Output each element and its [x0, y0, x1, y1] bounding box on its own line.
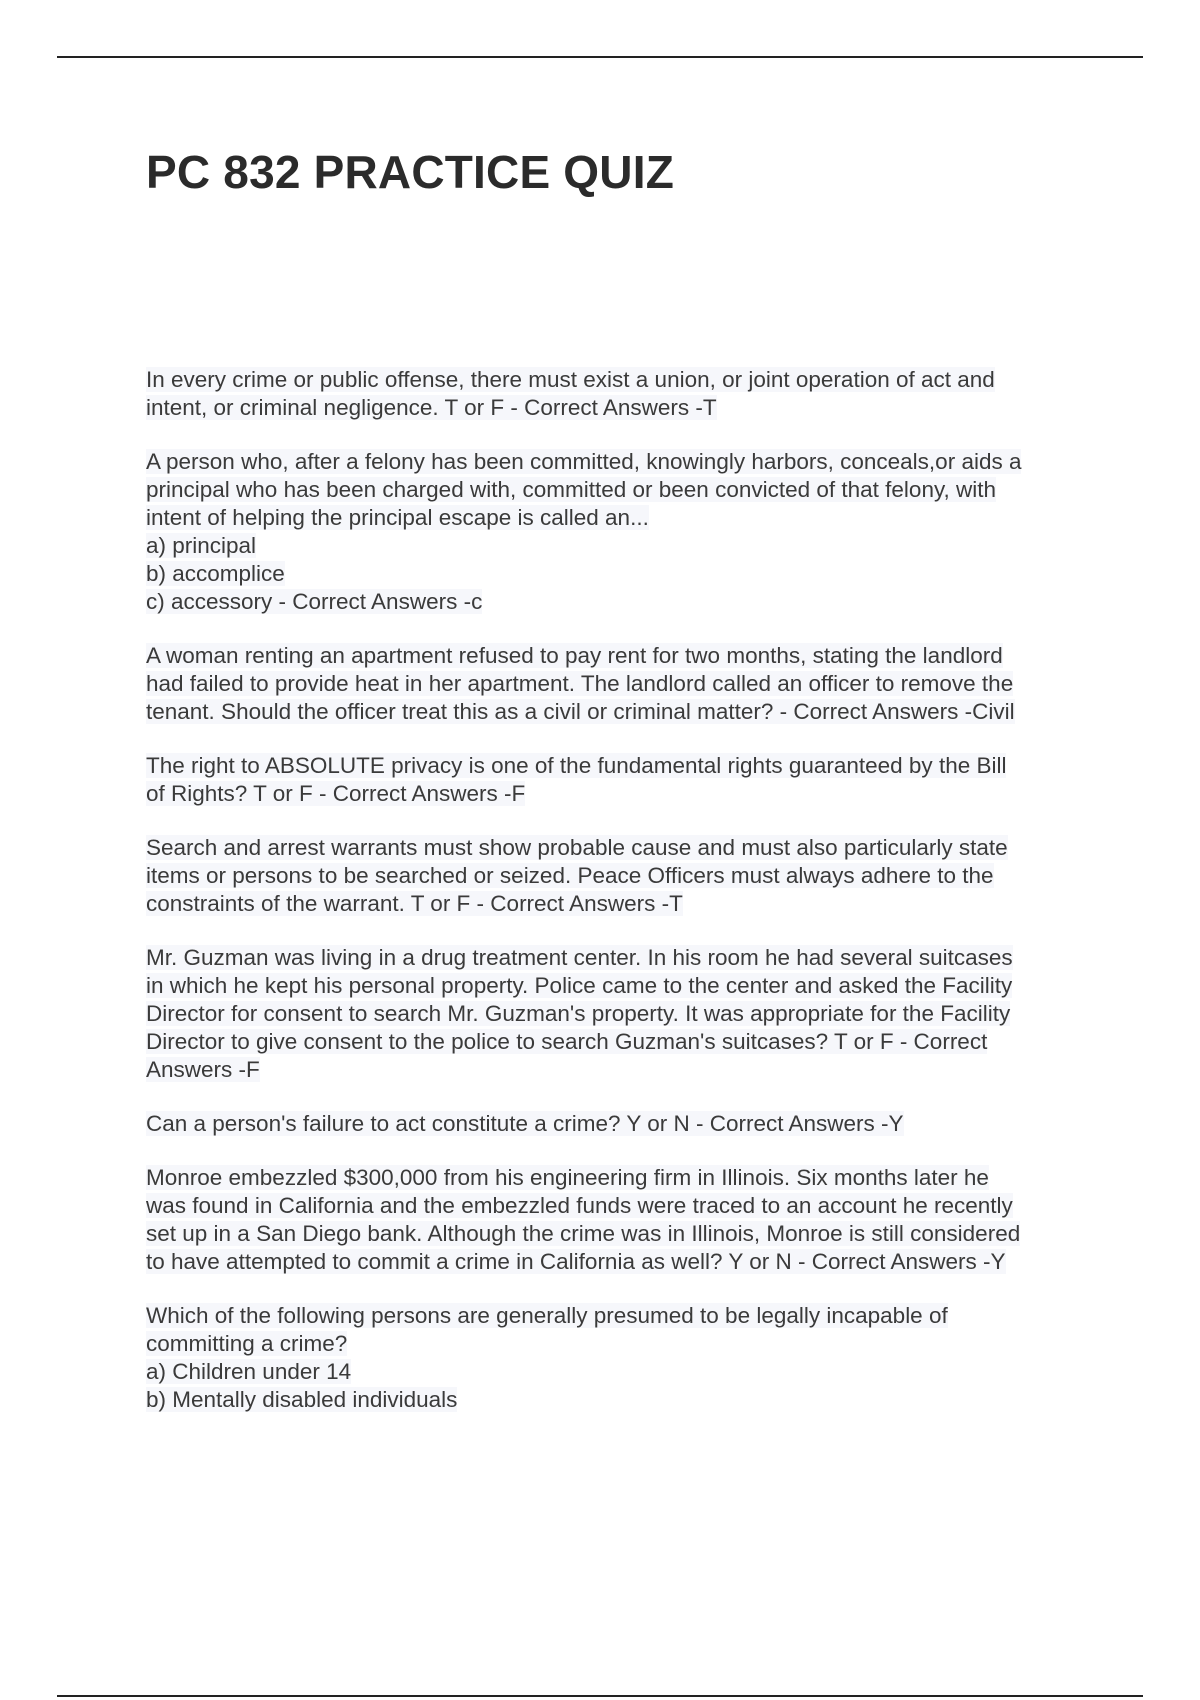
question-line: [146, 366, 1096, 394]
page-title: PC 832 PRACTICE QUIZ: [146, 146, 674, 198]
question-line: [146, 1056, 1096, 1084]
question-text: committing a crime?: [146, 1331, 348, 1356]
question-text: tenant. Should the officer treat this as a civil or criminal matter? - Correct Answers -Civil: [146, 699, 1015, 724]
question-line: [146, 890, 1096, 918]
question-text: was found in California and the embezzled funds were traced to an account he recently: [146, 1193, 1013, 1218]
question-text: Mr. Guzman was living in a drug treatment center. In his room he had several suitcases: [146, 945, 1013, 970]
question-text: intent of helping the principal escape is called an...: [146, 505, 649, 530]
bottom-rule: [57, 1695, 1143, 1697]
question-text: principal who has been charged with, committed or been convicted of that felony, with: [146, 477, 997, 502]
question-line: [146, 670, 1096, 698]
question-line: [146, 1248, 1096, 1276]
question-line: [146, 780, 1096, 808]
question-line: [146, 944, 1096, 972]
question-text: intent, or criminal negligence. T or F - Correct Answers -T: [146, 395, 717, 420]
question-line: [146, 1192, 1096, 1220]
question-line: [146, 862, 1096, 890]
question-block: [146, 1302, 1096, 1414]
question-block: [146, 1164, 1096, 1276]
question-block: [146, 448, 1096, 616]
question-line: [146, 1000, 1096, 1028]
top-rule: [57, 56, 1143, 58]
question-text: A person who, after a felony has been committed, knowingly harbors, conceals,or aids a: [146, 449, 1022, 474]
question-text: Which of the following persons are generally presumed to be legally incapable of: [146, 1303, 948, 1328]
question-line: [146, 588, 1096, 616]
question-line: [146, 448, 1096, 476]
question-text: b) Mentally disabled individuals: [146, 1387, 458, 1412]
question-line: [146, 1386, 1096, 1414]
question-line: [146, 752, 1096, 780]
question-block: [146, 752, 1096, 808]
question-block: [146, 944, 1096, 1084]
question-line: [146, 972, 1096, 1000]
question-line: [146, 560, 1096, 588]
question-text: In every crime or public offense, there must exist a union, or joint operation of act and: [146, 367, 995, 392]
question-line: [146, 476, 1096, 504]
question-text: constraints of the warrant. T or F - Correct Answers -T: [146, 891, 683, 916]
question-text: Search and arrest warrants must show probable cause and must also particularly state: [146, 835, 1008, 860]
question-text: set up in a San Diego bank. Although the crime was in Illinois, Monroe is still considered: [146, 1221, 1021, 1246]
question-block: [146, 642, 1096, 726]
question-text: had failed to provide heat in her apartment. The landlord called an officer to remove the: [146, 671, 1014, 696]
question-line: [146, 1028, 1096, 1056]
question-text: a) principal: [146, 533, 257, 558]
question-text: Director for consent to search Mr. Guzman's property. It was appropriate for the Facility: [146, 1001, 1011, 1026]
question-text: to have attempted to commit a crime in California as well? Y or N - Correct Answers -Y: [146, 1249, 1006, 1274]
question-line: [146, 394, 1096, 422]
question-text: b) accomplice: [146, 561, 285, 586]
question-text: Monroe embezzled $300,000 from his engineering firm in Illinois. Six months later he: [146, 1165, 989, 1190]
question-line: [146, 532, 1096, 560]
question-line: [146, 504, 1096, 532]
question-line: [146, 834, 1096, 862]
question-line: [146, 1330, 1096, 1358]
question-text: c) accessory - Correct Answers -c: [146, 589, 483, 614]
question-text: Director to give consent to the police to search Guzman's suitcases? T or F - Correct: [146, 1029, 988, 1054]
question-block: [146, 366, 1096, 422]
question-text: in which he kept his personal property. Police came to the center and asked the Facility: [146, 973, 1013, 998]
question-line: [146, 1220, 1096, 1248]
question-text: a) Children under 14: [146, 1359, 352, 1384]
question-text: Answers -F: [146, 1057, 260, 1082]
question-line: [146, 1164, 1096, 1192]
question-line: [146, 1358, 1096, 1386]
question-block: [146, 1110, 1096, 1138]
question-line: [146, 1110, 1096, 1138]
question-text: of Rights? T or F - Correct Answers -F: [146, 781, 526, 806]
question-text: The right to ABSOLUTE privacy is one of the fundamental rights guaranteed by the Bill: [146, 753, 1007, 778]
question-block: [146, 834, 1096, 918]
question-text: A woman renting an apartment refused to pay rent for two months, stating the landlord: [146, 643, 1003, 668]
question-line: [146, 1302, 1096, 1330]
question-line: [146, 698, 1096, 726]
question-list: [146, 366, 1096, 1440]
question-text: items or persons to be searched or seized. Peace Officers must always adhere to the: [146, 863, 994, 888]
question-line: [146, 642, 1096, 670]
question-text: Can a person's failure to act constitute a crime? Y or N - Correct Answers -Y: [146, 1111, 904, 1136]
